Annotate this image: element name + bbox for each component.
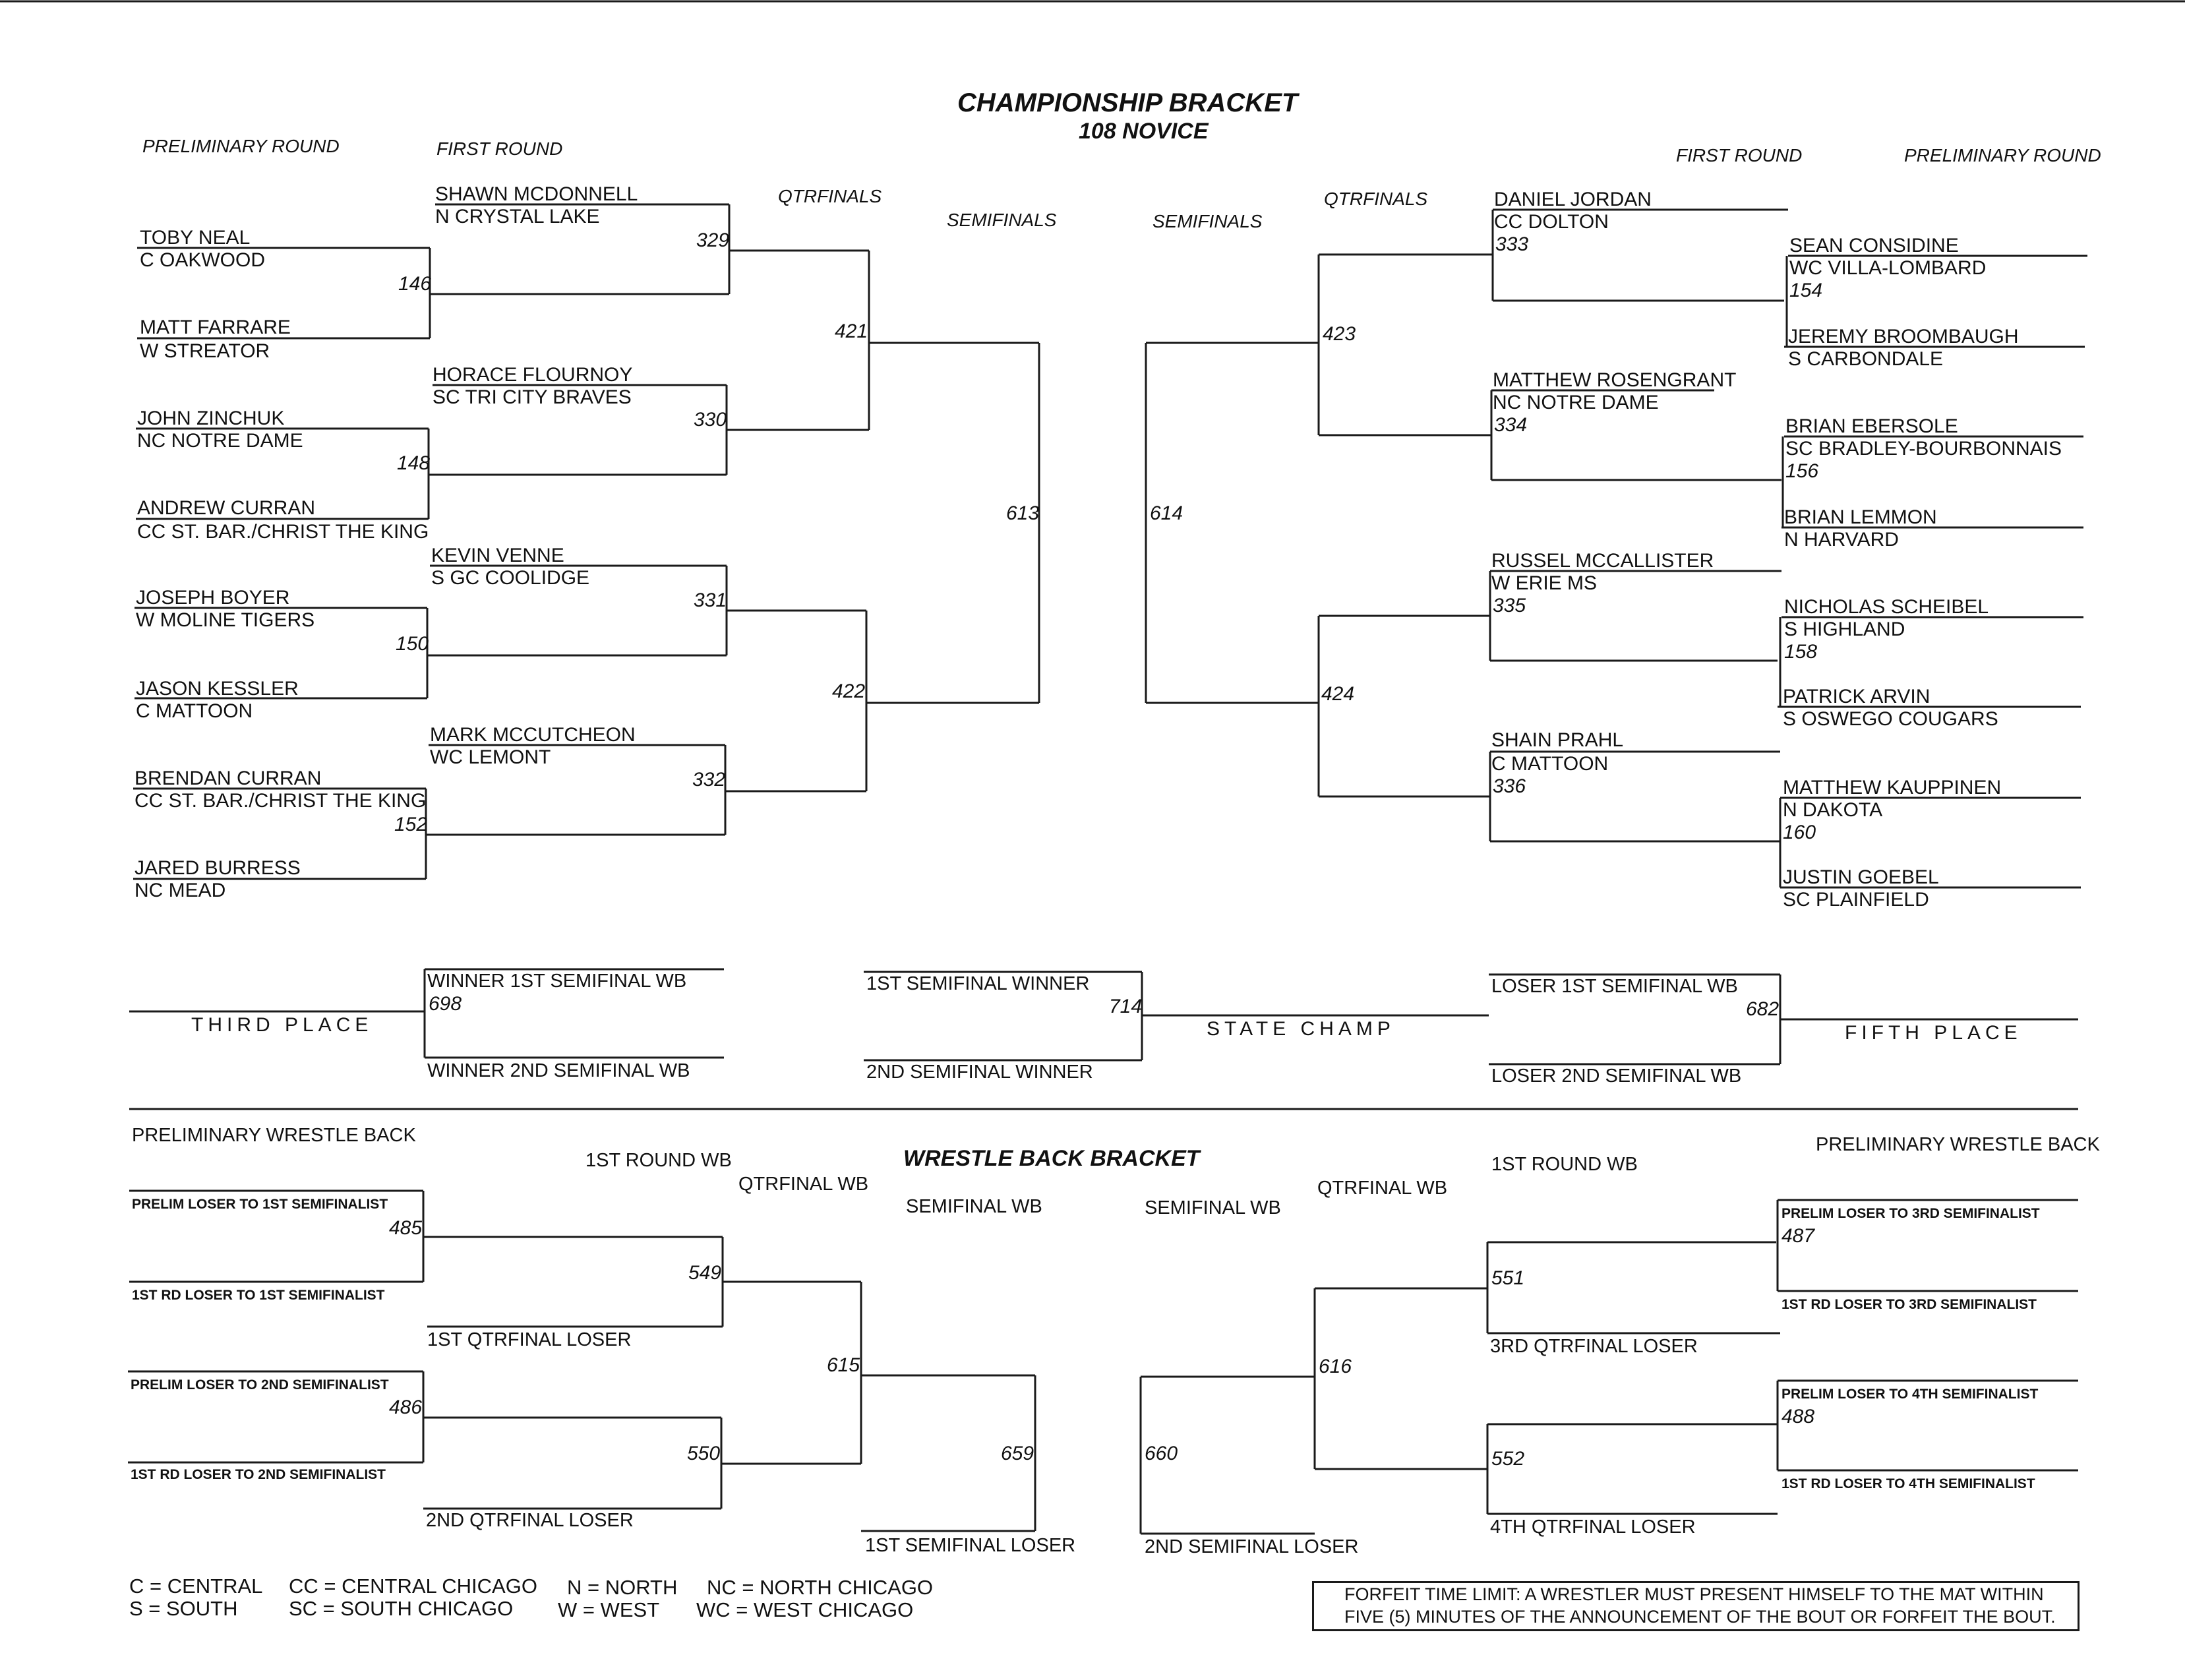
legend-central-chicago: CC = CENTRAL CHICAGO bbox=[289, 1575, 537, 1598]
bout-number: 550 bbox=[687, 1443, 721, 1464]
bout-number: 616 bbox=[1319, 1356, 1352, 1377]
page-subtitle: 108 NOVICE bbox=[1079, 119, 1209, 144]
bout-number: 660 bbox=[1145, 1443, 1178, 1464]
wrestler-school: N HARVARD bbox=[1784, 529, 1899, 551]
wrestler-name: JOSEPH BOYER bbox=[136, 587, 290, 609]
fifth-place-label: FIFTH PLACE bbox=[1845, 1022, 2022, 1044]
wrestler-name: SHAIN PRAHL bbox=[1491, 729, 1624, 751]
bout-number: 158 bbox=[1784, 641, 1818, 663]
wrestler-name: JUSTIN GOEBEL bbox=[1783, 866, 1939, 888]
header-prelim-left: PRELIMINARY ROUND bbox=[142, 136, 340, 156]
wb-header-semi-right: SEMIFINAL WB bbox=[1145, 1197, 1281, 1218]
wb-slot-label: 1ST RD LOSER TO 4TH SEMIFINALIST bbox=[1781, 1476, 2035, 1491]
wb-slot-label: PRELIM LOSER TO 1ST SEMIFINALIST bbox=[132, 1197, 388, 1212]
wrestler-name: BRENDAN CURRAN bbox=[135, 767, 322, 789]
wrestler-name: JEREMY BROOMBAUGH bbox=[1788, 326, 2019, 347]
wrestler-school: S OSWEGO COUGARS bbox=[1783, 708, 1998, 730]
wb-slot-label: 3RD QTRFINAL LOSER bbox=[1490, 1336, 1698, 1357]
wb-slot-label: 1ST RD LOSER TO 2ND SEMIFINALIST bbox=[131, 1467, 386, 1482]
state-champ-label: STATE CHAMP bbox=[1207, 1018, 1395, 1040]
wb-header-qtr-right: QTRFINAL WB bbox=[1317, 1178, 1448, 1199]
fifth-place-top: LOSER 1ST SEMIFINAL WB bbox=[1491, 976, 1738, 997]
bout-number: 422 bbox=[832, 680, 866, 702]
bout-number: 486 bbox=[389, 1396, 423, 1418]
bout-number: 613 bbox=[1006, 502, 1040, 524]
bout-number: 659 bbox=[1001, 1443, 1034, 1464]
wrestler-school: W ERIE MS bbox=[1491, 572, 1598, 594]
bout-number: 150 bbox=[396, 633, 429, 655]
wrestler-name: KEVIN VENNE bbox=[431, 545, 564, 566]
wb-slot-label: 2ND QTRFINAL LOSER bbox=[426, 1510, 634, 1531]
bout-number: 421 bbox=[835, 320, 868, 342]
wrestler-name: SEAN CONSIDINE bbox=[1789, 235, 1959, 256]
bout-number: 335 bbox=[1493, 595, 1526, 616]
bout-number: 152 bbox=[394, 814, 428, 835]
wb-slot-label: PRELIM LOSER TO 2ND SEMIFINALIST bbox=[131, 1377, 389, 1393]
bout-number: 336 bbox=[1493, 775, 1526, 797]
forfeit-notice-line1: FORFEIT TIME LIMIT: A WRESTLER MUST PRESENT HIMSELF TO THE MAT WITHIN bbox=[1344, 1584, 2044, 1604]
wrestler-school: W STREATOR bbox=[140, 340, 270, 362]
wrestler-name: JARED BURRESS bbox=[135, 857, 301, 879]
wrestler-school: S HIGHLAND bbox=[1784, 618, 1905, 640]
bout-number: 682 bbox=[1746, 998, 1780, 1020]
bout-number: 614 bbox=[1150, 502, 1183, 524]
bout-number: 331 bbox=[694, 589, 727, 611]
bout-number: 423 bbox=[1323, 323, 1356, 345]
legend-central: C = CENTRAL bbox=[129, 1575, 263, 1598]
wrestler-name: NICHOLAS SCHEIBEL bbox=[1784, 596, 1989, 618]
wrestler-school: SC TRI CITY BRAVES bbox=[433, 386, 632, 408]
bout-number: 160 bbox=[1783, 822, 1816, 843]
wrestler-name: MARK MCCUTCHEON bbox=[430, 724, 636, 746]
bout-number: 615 bbox=[827, 1354, 860, 1376]
wrestler-name: RUSSEL MCCALLISTER bbox=[1491, 550, 1714, 572]
wrestler-school: N DAKOTA bbox=[1783, 799, 1883, 821]
legend-south: S = SOUTH bbox=[129, 1597, 238, 1620]
wrestler-school: C MATTOON bbox=[136, 700, 253, 722]
wrestler-school: N CRYSTAL LAKE bbox=[435, 206, 600, 227]
wrestler-name: HORACE FLOURNOY bbox=[433, 364, 633, 386]
wb-header-first-right: 1ST ROUND WB bbox=[1491, 1154, 1638, 1175]
wb-slot-label: 2ND SEMIFINAL LOSER bbox=[1145, 1536, 1359, 1557]
wrestler-school: NC MEAD bbox=[135, 880, 226, 901]
bout-number: 714 bbox=[1109, 996, 1143, 1017]
wrestler-school: W MOLINE TIGERS bbox=[136, 609, 315, 631]
third-place-bottom: WINNER 2ND SEMIFINAL WB bbox=[427, 1060, 690, 1081]
wrestler-school: C MATTOON bbox=[1491, 753, 1609, 775]
wb-slot-label: 1ST RD LOSER TO 3RD SEMIFINALIST bbox=[1781, 1297, 2037, 1312]
wrestler-name: MATTHEW KAUPPINEN bbox=[1783, 777, 2002, 798]
wb-slot-label: 1ST SEMIFINAL LOSER bbox=[865, 1535, 1076, 1556]
wb-header-prelim-right: PRELIMINARY WRESTLE BACK bbox=[1816, 1134, 2100, 1155]
header-first-right: FIRST ROUND bbox=[1676, 145, 1803, 165]
bout-number: 551 bbox=[1491, 1267, 1525, 1289]
wrestle-back-title: WRESTLE BACK BRACKET bbox=[903, 1146, 1200, 1171]
wrestler-name: DANIEL JORDAN bbox=[1494, 189, 1652, 210]
bout-number: 552 bbox=[1491, 1448, 1525, 1470]
bout-number: 332 bbox=[692, 769, 726, 791]
bout-number: 334 bbox=[1494, 414, 1528, 436]
wb-slot-label: 1ST RD LOSER TO 1ST SEMIFINALIST bbox=[132, 1288, 385, 1303]
wrestler-school: WC LEMONT bbox=[430, 746, 551, 768]
bout-number: 698 bbox=[429, 993, 462, 1015]
wb-header-semi-left: SEMIFINAL WB bbox=[906, 1196, 1042, 1217]
bout-number: 549 bbox=[688, 1262, 722, 1284]
bout-number: 148 bbox=[397, 452, 431, 474]
header-qtr-right: QTRFINALS bbox=[1324, 189, 1428, 209]
wrestler-name: JASON KESSLER bbox=[136, 678, 299, 700]
bout-number: 485 bbox=[389, 1217, 423, 1239]
bout-number: 333 bbox=[1495, 233, 1529, 255]
wrestler-name: BRIAN EBERSOLE bbox=[1785, 415, 1958, 437]
wrestler-name: SHAWN MCDONNELL bbox=[435, 183, 638, 205]
fifth-place-bottom: LOSER 2ND SEMIFINAL WB bbox=[1491, 1065, 1742, 1087]
champ-bottom: 2ND SEMIFINAL WINNER bbox=[866, 1062, 1093, 1083]
legend-south-chicago: SC = SOUTH CHICAGO bbox=[289, 1597, 514, 1620]
champ-top: 1ST SEMIFINAL WINNER bbox=[866, 973, 1090, 994]
legend-west-chicago: WC = WEST CHICAGO bbox=[696, 1598, 914, 1621]
legend-west: W = WEST bbox=[558, 1598, 660, 1621]
third-place-top: WINNER 1ST SEMIFINAL WB bbox=[427, 971, 687, 992]
legend-north-chicago: NC = NORTH CHICAGO bbox=[707, 1576, 934, 1599]
wrestler-school: NC NOTRE DAME bbox=[137, 430, 303, 452]
legend-north: N = NORTH bbox=[567, 1576, 678, 1599]
bout-number: 154 bbox=[1789, 280, 1823, 301]
wrestler-school: SC BRADLEY-BOURBONNAIS bbox=[1785, 438, 2062, 460]
wrestler-name: MATT FARRARE bbox=[140, 316, 291, 338]
wrestler-name: BRIAN LEMMON bbox=[1784, 506, 1937, 528]
bout-number: 330 bbox=[694, 409, 727, 431]
wrestler-name: JOHN ZINCHUK bbox=[137, 407, 285, 429]
wrestler-school: WC VILLA-LOMBARD bbox=[1789, 257, 1987, 279]
wrestler-school: NC NOTRE DAME bbox=[1493, 392, 1659, 413]
header-qtr-left: QTRFINALS bbox=[778, 186, 882, 206]
wrestler-school: CC ST. BAR./CHRIST THE KING bbox=[137, 521, 429, 543]
wb-header-prelim-left: PRELIMINARY WRESTLE BACK bbox=[132, 1125, 416, 1146]
wrestler-school: CC ST. BAR./CHRIST THE KING bbox=[135, 790, 427, 812]
wb-header-qtr-left: QTRFINAL WB bbox=[738, 1174, 869, 1195]
bout-number: 156 bbox=[1785, 460, 1819, 482]
bout-number: 424 bbox=[1321, 683, 1355, 705]
wrestler-school: S CARBONDALE bbox=[1788, 348, 1944, 370]
header-semi-right: SEMIFINALS bbox=[1152, 211, 1263, 231]
bout-number: 146 bbox=[398, 273, 432, 295]
forfeit-notice-line2: FIVE (5) MINUTES OF THE ANNOUNCEMENT OF THE BOUT OR FORFEIT THE BOUT. bbox=[1344, 1607, 2056, 1627]
wb-slot-label: 4TH QTRFINAL LOSER bbox=[1490, 1516, 1696, 1538]
wrestler-school: S GC COOLIDGE bbox=[431, 567, 590, 589]
forfeit-notice-box bbox=[1312, 1581, 2080, 1631]
wb-slot-label: PRELIM LOSER TO 4TH SEMIFINALIST bbox=[1781, 1387, 2039, 1402]
header-semi-left: SEMIFINALS bbox=[947, 210, 1057, 230]
wrestler-school: CC DOLTON bbox=[1494, 211, 1609, 233]
wrestler-school: C OAKWOOD bbox=[140, 249, 266, 271]
wrestler-name: TOBY NEAL bbox=[140, 227, 251, 249]
header-first-left: FIRST ROUND bbox=[436, 138, 563, 159]
wb-slot-label: 1ST QTRFINAL LOSER bbox=[427, 1329, 632, 1350]
wb-header-first-left: 1ST ROUND WB bbox=[585, 1150, 732, 1171]
wrestler-name: ANDREW CURRAN bbox=[137, 497, 315, 519]
wrestler-school: SC PLAINFIELD bbox=[1783, 889, 1929, 911]
header-prelim-right: PRELIMINARY ROUND bbox=[1904, 145, 2101, 165]
wrestler-name: PATRICK ARVIN bbox=[1783, 686, 1931, 707]
wrestler-name: MATTHEW ROSENGRANT bbox=[1493, 369, 1737, 391]
bout-number: 329 bbox=[696, 229, 730, 251]
third-place-label: THIRD PLACE bbox=[191, 1014, 373, 1036]
bout-number: 487 bbox=[1781, 1225, 1815, 1247]
bout-number: 488 bbox=[1781, 1406, 1815, 1427]
page-title: CHAMPIONSHIP BRACKET bbox=[957, 88, 1298, 117]
wb-slot-label: PRELIM LOSER TO 3RD SEMIFINALIST bbox=[1781, 1206, 2040, 1221]
